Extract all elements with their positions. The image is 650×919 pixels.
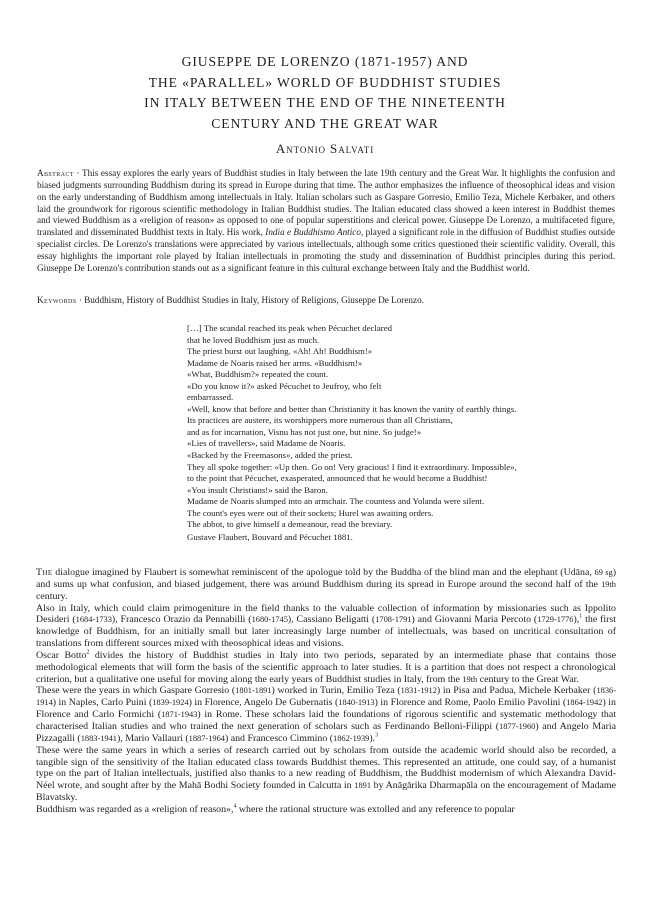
- title-line: GIUSEPPE DE LORENZO (1871-1957) AND: [181, 54, 469, 69]
- oldstyle-figure: 1871-1943: [161, 710, 198, 720]
- lead-in: The: [36, 567, 53, 578]
- body-paragraph: [36, 685, 616, 744]
- text-run: ) in Florence and Rome, Paolo Emilio Pavolini (: [374, 697, 567, 709]
- footnote-marker[interactable]: 1: [579, 614, 583, 621]
- text-run: century.: [36, 590, 68, 602]
- footnote-marker[interactable]: 3: [375, 732, 379, 739]
- abstract-label: Abstract: [37, 168, 74, 178]
- oldstyle-figure: 1836-1914: [36, 686, 616, 708]
- epigraph-line: «Well, know that before and better than Christianity it has known the vanity of earthly things.: [187, 403, 517, 414]
- oldstyle-figure: 1887-1964: [188, 733, 225, 743]
- epigraph-line: The priest burst out laughing. «Ah! Ah! Buddhism!»: [187, 346, 373, 357]
- body-paragraph: [36, 650, 616, 686]
- article-title: [60, 52, 590, 134]
- text-run: ) and Francesco Cimmino (: [224, 732, 334, 744]
- text-run: ) in Naples, Carlo Puini (: [52, 697, 153, 709]
- abstract-book-title: India e Buddhismo Antico: [265, 227, 361, 238]
- text-run: Oscar Botto: [36, 649, 87, 661]
- epigraph-line: The count's eyes were out of their sockets; Hurel was awaiting orders.: [187, 507, 434, 518]
- epigraph-line: They all spoke together: «Up then. Go on! Very gracious! I find it extraordinary. Impossible»,: [187, 461, 517, 472]
- footnote-marker[interactable]: 2: [86, 649, 90, 656]
- epigraph: [187, 323, 607, 543]
- body-paragraph: [36, 804, 616, 816]
- text-run: ) and sums up what confusion, and biased judgement, there was around Buddhism during its spread in Europe around the second half of the: [36, 567, 616, 590]
- text-run: ) and Angelo Maria Pizzagalli (: [36, 720, 616, 744]
- oldstyle-figure: 1708-1791: [375, 615, 412, 625]
- text-run: the first knowledge of Buddhism, for an initially small but later increasingly large number of intellectuals, was based on uncritical consultation of translations from different sources mixed with theosophical ideas and visions.: [36, 614, 616, 650]
- text-run: ), Francesco Orazio da Pennabilli (: [111, 614, 252, 626]
- epigraph-line: to the point that Pécuchet, exasperated, announced that he would become a Buddhist!: [187, 473, 488, 484]
- author-name: Antonio Salvati: [275, 141, 375, 156]
- epigraph-line: Madame de Noaris raised her arms. «Buddhism!»: [187, 357, 363, 368]
- oldstyle-figure: 1839-1924: [152, 698, 189, 708]
- epigraph-line: embarrassed.: [187, 392, 234, 403]
- epigraph-line: Madame de Noaris slumped into an armchair. The countess and Yolanda were silent.: [187, 496, 485, 507]
- keywords-text: · Buddhism, History of Buddhist Studies in Italy, History of Religions, Giuseppe De Lorenzo.: [76, 295, 424, 305]
- text-run: Buddhism was regarded as a «religion of reason»,: [36, 803, 234, 815]
- text-run: ), Mario Vallauri (: [117, 732, 189, 744]
- text-run: These were the same years in which a series of research carried out by scholars from outside the academic world should also be recorded, a tangible sign of the sensitivity of the Italian educated class towards Buddhist themes. This represented an attitude, one could say, of a humanist type on the part of Italian intellectuals, justified also thanks to a new reading of Buddhism, the Buddhist modernism of which Alexandra David-Néel wrote, and sought after by the Mahā Bodhi Society founded in Calcutta in: [36, 744, 616, 792]
- text-run: century to the Great War.: [477, 673, 579, 685]
- text-run: ) in Pisa and Padua, Michele Kerbaker (: [436, 685, 597, 697]
- epigraph-line: «Lies of travellers», said Madame de Noaris.: [187, 438, 346, 449]
- oldstyle-figure: 1877-1960: [499, 721, 536, 731]
- text-run: where the rational structure was extolled and any reference to popular: [236, 803, 515, 815]
- body-paragraph: [36, 603, 616, 650]
- abstract-text: , played a significant role in the diffusion of Buddhist studies outside specialist circles. De Lorenzo's translations were appreciated by various intellectuals, although some critics questioned their scientific validity. Overall, this essay highlights the important role played by Italian intellectuals in promoting the study and dissemination of Buddhist principles during this period. Giuseppe De Lorenzo's contribution stands out as a significant feature in this cultural exchange between Italy and the Buddhist world.: [37, 227, 616, 273]
- epigraph-line: «Backed by the Freemasons», added the priest.: [187, 450, 353, 461]
- text-run: dialogue imagined by Flaubert is somewhat reminiscent of the apologue told by the Buddha of the blind man and the elephant (Udāna,: [52, 567, 595, 578]
- epigraph-line: «What, Buddhism?» repeated the count.: [187, 369, 329, 380]
- text-run: by Anāgārika Dharmapāla on the encouragement of Madame Blavatsky.: [36, 780, 616, 804]
- text-run: divides the history of Buddhist studies in Italy into two periods, separated by an intermediate phase that contains those methodological elements that will form the basis of the scientific approach to later studies. It is a partition that does not respect a chronological criterion, but a qualitative one useful for moving along the early years of Buddhist studies in Italy, from the: [36, 649, 616, 685]
- epigraph-source: Gustave Flaubert, Bouvard and Pécuchet 1881.: [187, 531, 353, 542]
- title-line: CENTURY AND THE GREAT WAR: [211, 115, 439, 131]
- text-run: ).: [369, 732, 376, 744]
- abstract: [37, 168, 615, 275]
- epigraph-line: […] The scandal reached its peak when Pécuchet declared: [187, 323, 392, 333]
- epigraph-line: and as for incarnation, Visnu has not just one, but nine. So judge!»: [187, 426, 422, 437]
- oldstyle-figure: 1883-1941: [80, 733, 117, 743]
- oldstyle-figure: 1840-1913: [338, 698, 375, 708]
- abstract-text: · This essay explores the early years of Buddhist studies in Italy between the late 19th century and the Great War. It highlights the confusion and biased judgments surrounding Buddhism during its spread in Europe during that time. The author emphasizes the influence of theosophical ideas and vision on the early understanding of Buddhism among intellectuals in Italy. Italian scholars such as Gaspare Gorresio, Emilio Teza, Michele Kerbaker, and others laid the groundwork for rigorous scientific methodology in Italian Buddhist studies. The Italian educated class showed a keen interest in Buddhist themes and viewed Buddhism as a «religion of reason» as opposed to one of popular superstitions and clerical power. Giuseppe De Lorenzo, a multifaceted figure, translated and disseminated Buddhist texts in Italy. His work,: [37, 168, 615, 238]
- oldstyle-figure: 1864-1942: [566, 698, 603, 708]
- text-run: ) and Giovanni Maria Percoto (: [411, 614, 538, 626]
- epigraph-line: that he loved Buddhism just as much.: [187, 334, 320, 345]
- oldstyle-figure: 19th: [601, 579, 616, 589]
- oldstyle-figure: 1831-1912: [400, 686, 437, 696]
- title-line: IN ITALY BETWEEN THE END OF THE NINETEENTH: [144, 95, 506, 111]
- epigraph-line: «Do you know it?» asked Pécuchet to Jeufroy, who felt: [187, 380, 382, 391]
- oldstyle-figure: 1891: [354, 781, 372, 791]
- footnote-marker[interactable]: 4: [233, 803, 237, 810]
- title-line: THE «PARALLEL» WORLD OF BUDDHIST STUDIES: [148, 74, 502, 90]
- oldstyle-figure: 1729-1776: [537, 615, 574, 625]
- text-run: ),: [573, 614, 580, 626]
- oldstyle-figure: 1862-1939: [333, 733, 370, 743]
- text-run: ) in Rome. These scholars laid the foundations of rigorous scientific and systematic methodology that characterised Italian studies and who trained the next generation of scholars such as Ferdinando Belloni-Filippi (: [36, 709, 616, 732]
- keywords-label: Keywords: [37, 295, 77, 305]
- body-paragraph: [36, 745, 616, 804]
- text-run: Also in Italy, which could claim primogeniture in the field thanks to the valuable collection of information by missionaries such as Ippolito Desideri (: [36, 602, 616, 626]
- article-body: [36, 567, 616, 816]
- text-run: ) in Florence and Carlo Formichi (: [36, 697, 616, 721]
- text-run: ) worked in Turin, Emilio Teza (: [271, 685, 401, 697]
- oldstyle-figure: 1680-1745: [251, 615, 288, 625]
- keywords: [37, 294, 615, 306]
- text-run: ), Cassiano Beligatti (: [287, 614, 376, 626]
- epigraph-line: The abbot, to give himself a demeanour, read the breviary.: [187, 519, 393, 530]
- text-run: These were the years in which Gaspare Gorresio (: [36, 685, 236, 697]
- body-paragraph: [36, 567, 616, 603]
- epigraph-line: Its practices are austere, its worshippers more numerous than all Christians,: [187, 415, 453, 426]
- epigraph-line: «You insult Christians!» said the Baron.: [187, 484, 328, 495]
- text-run: ) in Florence, Angelo De Gubernatis (: [188, 697, 339, 709]
- oldstyle-figure: 1801-1891: [235, 686, 272, 696]
- oldstyle-figure: 69 sg: [594, 568, 613, 577]
- oldstyle-figure: 19th: [462, 674, 478, 684]
- oldstyle-figure: 1684-1733: [75, 615, 112, 625]
